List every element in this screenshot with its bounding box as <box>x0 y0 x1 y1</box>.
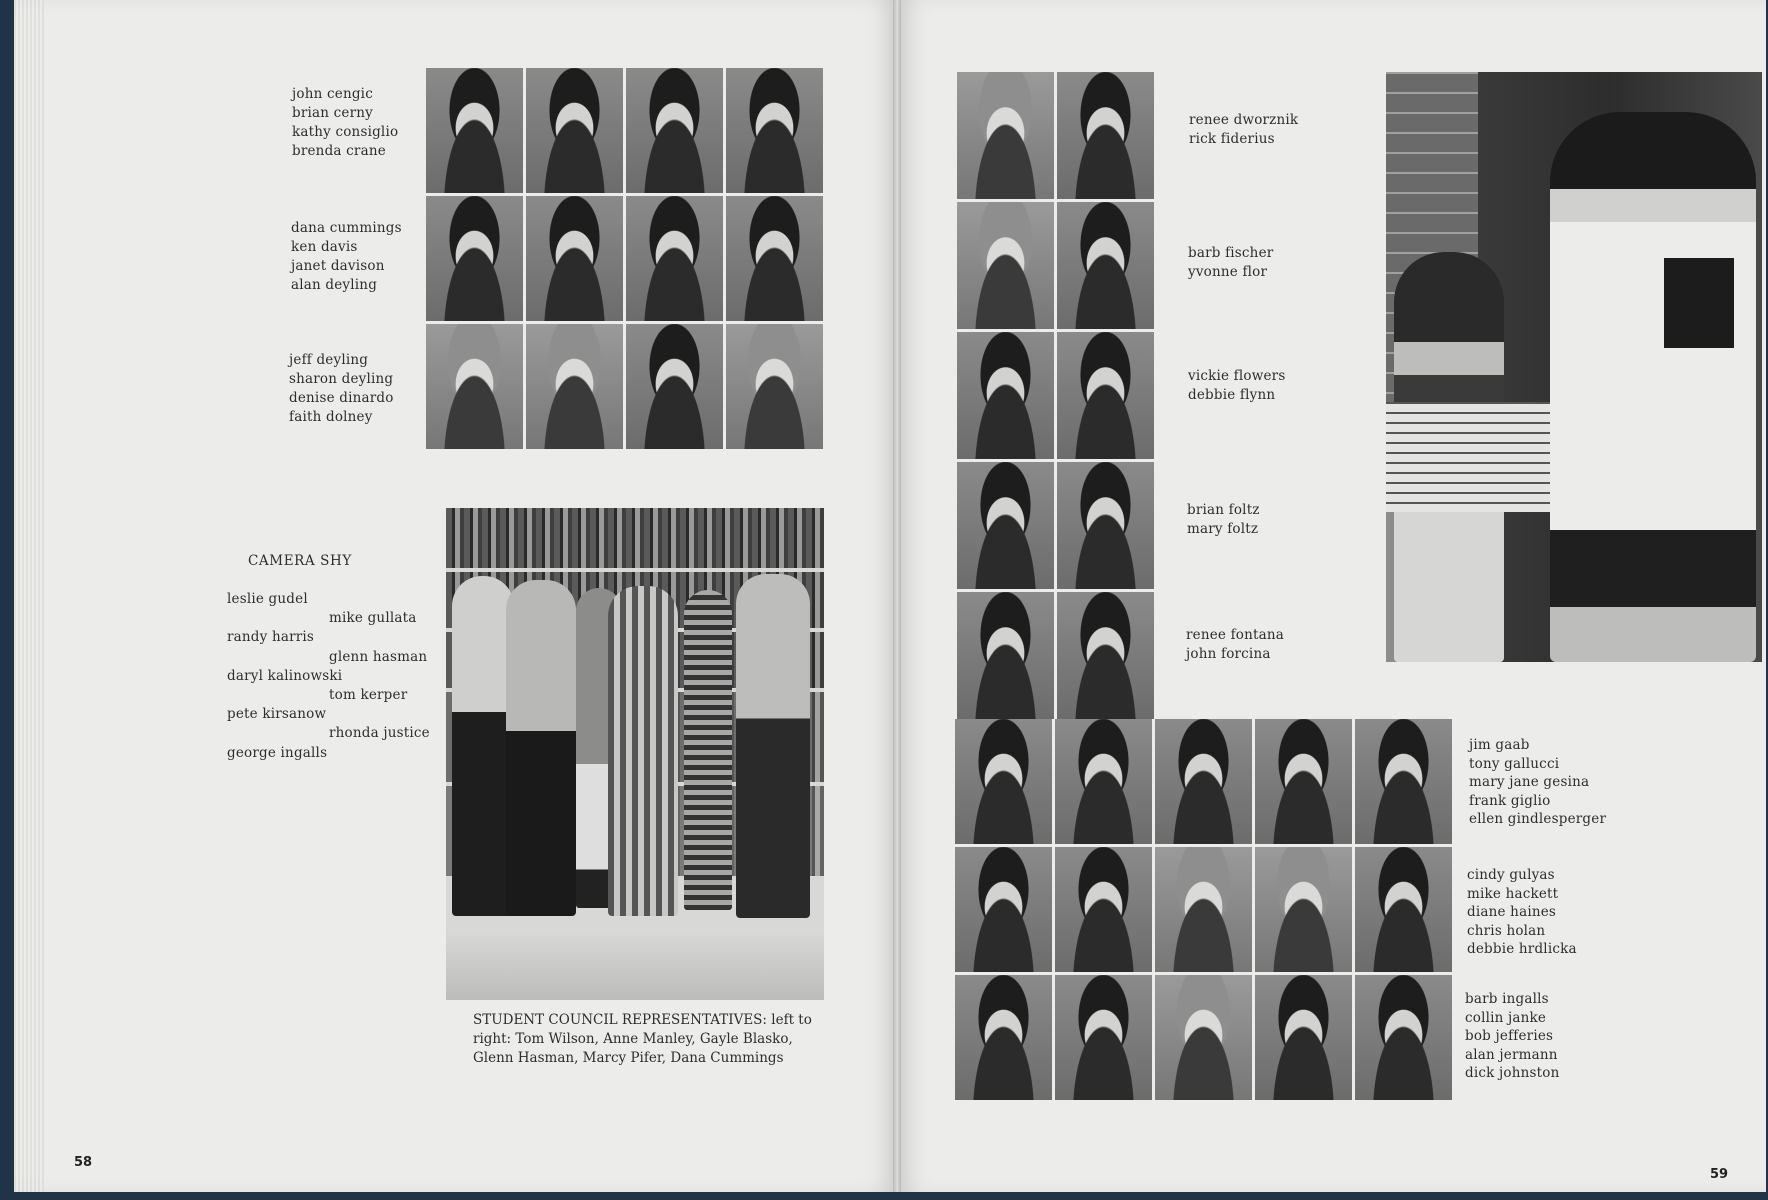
name-list-group-3 <box>289 351 394 427</box>
student-name: renee dworznik <box>1189 112 1299 128</box>
student-portrait <box>426 324 523 449</box>
camera-shy-heading: CAMERA SHY <box>248 553 352 569</box>
student-portrait <box>1355 847 1452 972</box>
hallway-candid-photo <box>1386 72 1762 662</box>
student-name: diane haines <box>1467 904 1557 920</box>
student-name: john cengic <box>292 86 373 102</box>
student-portrait <box>1355 975 1452 1100</box>
page-edge <box>14 0 44 1192</box>
student-name: ken davis <box>291 239 358 255</box>
student-name: tom kerper <box>329 687 408 704</box>
student-portrait <box>526 68 623 193</box>
student-portrait <box>726 324 823 449</box>
page-number-left: 58 <box>74 1155 93 1170</box>
student-portrait <box>957 72 1054 199</box>
portrait-grid-pairs <box>957 72 1154 719</box>
caption-line: right: Tom Wilson, Anne Manley, Gayle Blasko, <box>473 1031 793 1047</box>
student-name: brian foltz <box>1187 502 1260 518</box>
student-name: jeff deyling <box>289 352 369 368</box>
student-name: mike hackett <box>1467 885 1559 902</box>
student-portrait <box>1057 72 1154 199</box>
name-list-row-1 <box>1469 736 1606 829</box>
book-spine <box>893 0 901 1192</box>
student-name: leslie gudel <box>227 591 308 607</box>
name-list-pair-3 <box>1188 367 1285 405</box>
student-portrait <box>1055 847 1152 972</box>
student-name: mary jane gesina <box>1469 774 1590 790</box>
name-list-pair-4 <box>1187 501 1260 539</box>
student-name: brenda crane <box>292 143 386 159</box>
name-list-pair-1 <box>1189 111 1298 149</box>
student-portrait <box>955 719 1052 844</box>
student-name: debbie hrdlicka <box>1467 941 1577 957</box>
student-portrait <box>955 975 1052 1100</box>
student-name: glenn hasman <box>329 648 428 665</box>
name-list-group-2 <box>291 219 402 295</box>
student-portrait <box>1155 975 1252 1100</box>
portrait-grid-rows <box>955 719 1452 1100</box>
student-portrait <box>526 324 623 449</box>
name-list-pair-2 <box>1188 244 1273 282</box>
student-name: yvonne flor <box>1188 264 1268 280</box>
student-name: kathy consiglio <box>292 124 399 140</box>
portrait-grid-left <box>426 68 823 449</box>
student-name: barb ingalls <box>1465 991 1549 1007</box>
name-list-pair-5 <box>1186 626 1284 664</box>
student-name: tony gallucci <box>1469 755 1560 772</box>
student-name: frank giglio <box>1469 792 1551 809</box>
student-name: jim gaab <box>1469 737 1530 753</box>
student-name: brian cerny <box>292 105 373 121</box>
student-portrait <box>1057 462 1154 589</box>
student-name: john forcina <box>1186 646 1271 662</box>
student-name: rhonda justice <box>329 725 430 742</box>
student-name: dana cummings <box>291 220 402 236</box>
student-name: randy harris <box>227 629 315 646</box>
student-portrait <box>957 332 1054 459</box>
student-name: mary foltz <box>1187 521 1259 537</box>
student-name: faith dolney <box>289 409 373 425</box>
student-portrait <box>1055 719 1152 844</box>
student-name: collin janke <box>1465 1009 1547 1026</box>
student-name: dick johnston <box>1465 1065 1560 1081</box>
student-name: alan jermann <box>1465 1046 1558 1063</box>
student-name: denise dinardo <box>289 390 394 406</box>
student-portrait <box>626 324 723 449</box>
student-portrait <box>955 847 1052 972</box>
name-list-row-3 <box>1465 990 1559 1083</box>
name-list-group-1 <box>292 85 398 161</box>
name-list-row-2 <box>1467 866 1577 959</box>
student-portrait <box>626 68 723 193</box>
student-portrait <box>1057 592 1154 719</box>
student-portrait <box>426 196 523 321</box>
student-portrait <box>626 196 723 321</box>
student-name: rick fiderius <box>1189 131 1275 147</box>
student-portrait <box>1255 847 1352 972</box>
student-name: ellen gindlesperger <box>1469 811 1607 827</box>
student-name: pete kirsanow <box>227 706 327 723</box>
caption-line: Glenn Hasman, Marcy Pifer, Dana Cummings <box>473 1050 784 1066</box>
student-name: mike gullata <box>329 610 417 627</box>
student-name: chris holan <box>1467 922 1546 939</box>
student-name: barb fischer <box>1188 245 1274 261</box>
student-name: sharon deyling <box>289 371 394 387</box>
student-portrait <box>1057 202 1154 329</box>
student-portrait <box>1255 719 1352 844</box>
student-portrait <box>957 592 1054 719</box>
student-name: alan deyling <box>291 277 378 293</box>
student-name: debbie flynn <box>1188 387 1276 403</box>
student-portrait <box>526 196 623 321</box>
student-portrait <box>1255 975 1352 1100</box>
student-name: janet davison <box>291 258 385 274</box>
student-name: renee fontana <box>1186 627 1285 643</box>
student-portrait <box>1057 332 1154 459</box>
student-name: vickie flowers <box>1188 368 1286 384</box>
student-portrait <box>726 68 823 193</box>
student-name: george ingalls <box>227 744 328 761</box>
student-portrait <box>1155 847 1252 972</box>
student-council-photo <box>446 508 824 1000</box>
student-portrait <box>1355 719 1452 844</box>
student-portrait <box>1055 975 1152 1100</box>
caption-line: STUDENT COUNCIL REPRESENTATIVES: left to <box>473 1012 812 1028</box>
student-portrait <box>726 196 823 321</box>
page-number-right: 59 <box>1710 1167 1729 1182</box>
student-portrait <box>1155 719 1252 844</box>
student-portrait <box>426 68 523 193</box>
camera-shy-list <box>227 590 447 763</box>
council-caption <box>473 1011 812 1068</box>
student-portrait <box>957 462 1054 589</box>
student-name: bob jefferies <box>1465 1028 1554 1044</box>
student-name: daryl kalinowski <box>227 667 343 684</box>
student-name: cindy gulyas <box>1467 867 1555 883</box>
student-portrait <box>957 202 1054 329</box>
